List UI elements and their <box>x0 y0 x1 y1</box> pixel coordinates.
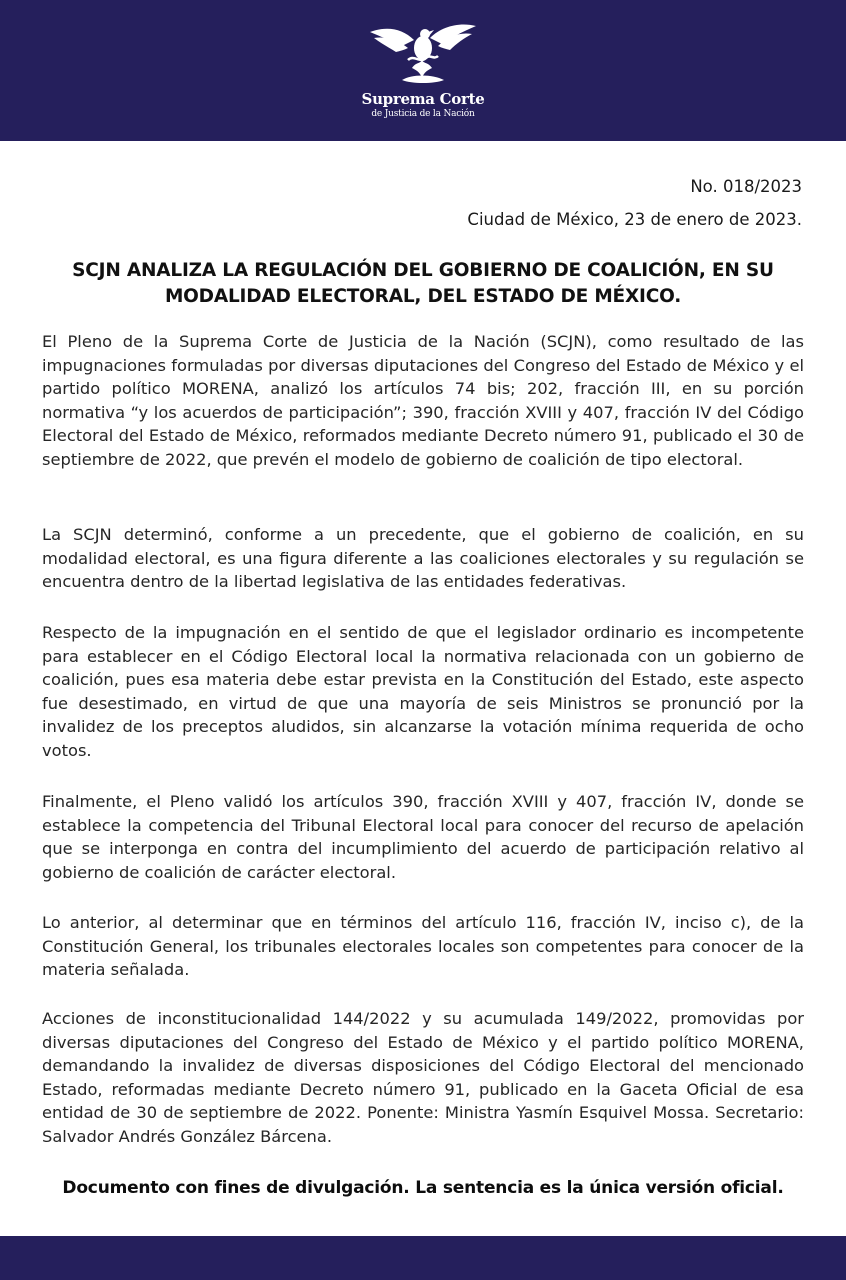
logo-subtitle: de Justicia de la Nación <box>371 109 475 119</box>
paragraph-6: Acciones de inconstitucionalidad 144/2022 y su acumulada 149/2022, promovidas por diversas diputaciones del Congreso del Estado de México y el partido político MORENA, demandando la invalidez de diversas disposiciones del Código Electoral del mencionado Estado, reformadas mediante Decreto número 91, publicado en la Gaceta Oficial de esa entidad de 30 de septiembre de 2022. Ponente: Ministra Yasmín Esquivel Mossa. Secretario: Salvador Andrés González Bárcena. <box>42 1009 804 1146</box>
paragraph-3: Respecto de la impugnación en el sentido de que el legislador ordinario es incompetente para establecer en el Código Electoral local la normativa relacionada con un gobierno de coalición, pues esa materia debe estar prevista en la Constitución del Estado, este aspecto fue desestimado, en virtud de que una mayoría de seis Ministros se pronunció por la invalidez de los preceptos aludidos, sin alcanzarse la votación mínima requerida de ocho votos. <box>42 623 804 760</box>
eagle-emblem-icon <box>368 20 478 88</box>
header-banner <box>0 0 846 141</box>
scjn-logo <box>0 0 846 141</box>
logo-name: Suprema Corte <box>361 90 485 108</box>
document-title: SCJN ANALIZA LA REGULACIÓN DEL GOBIERNO DE COALICIÓN, EN SU MODALIDAD ELECTORAL, DEL ESTADO DE MÉXICO. <box>72 260 774 307</box>
paragraph-1: El Pleno de la Suprema Corte de Justicia de la Nación (SCJN), como resultado de las impugnaciones formuladas por diversas diputaciones del Congreso del Estado de México y el partido político MORENA, analizó los artículos 74 bis; 202, fracción III, en su porción normativa “y los acuerdos de participación”; 390, fracción XVIII y 407, fracción IV del Código Electoral del Estado de México, reformados mediante Decreto número 91, publicado el 30 de septiembre de 2022, que prevén el modelo de gobierno de coalición de tipo electoral. <box>42 332 804 469</box>
paragraph-2: La SCJN determinó, conforme a un precedente, que el gobierno de coalición, en su modalidad electoral, es una figura diferente a las coaliciones electorales y su regulación se encuentra dentro de la libertad legislativa de las entidades federativas. <box>42 525 804 592</box>
paragraph-5: Lo anterior, al determinar que en términos del artículo 116, fracción IV, inciso c), de la Constitución General, los tribunales electorales locales son competentes para conocer de la materia señalada. <box>42 913 804 980</box>
paragraph-4: Finalmente, el Pleno validó los artículos 390, fracción XVIII y 407, fracción IV, donde se establece la competencia del Tribunal Electoral local para conocer del recurso de apelación que se interponga en contra del incumplimiento del acuerdo de participación relativo al gobierno de coalición de carácter electoral. <box>42 792 804 882</box>
disclaimer: Documento con fines de divulgación. La sentencia es la única versión oficial. <box>62 1178 784 1198</box>
footer-banner <box>0 1236 846 1280</box>
release-date: Ciudad de México, 23 de enero de 2023. <box>467 210 802 229</box>
release-number: No. 018/2023 <box>690 177 802 196</box>
